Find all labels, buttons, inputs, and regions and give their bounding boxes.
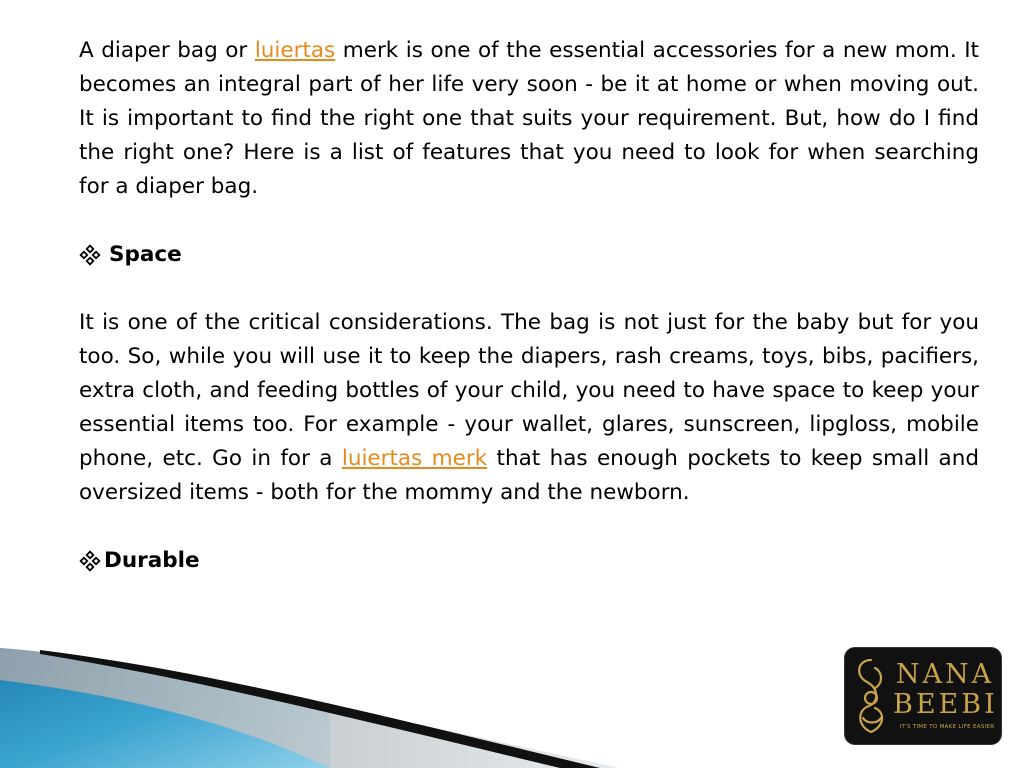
- space-paragraph: [79, 306, 979, 510]
- space-text-start: It is one of the critical considerations. The bag is not just for the baby but for you too. So, while you will use it to keep the diapers, rash creams, toys, bibs, pacifiers, extra cloth, and feeding bottles of your child, you need to have space to keep your essential items too. For example - your wallet, glares, sunscreen, lipgloss, mobile phone, etc. Go in for a: [79, 310, 979, 471]
- intro-paragraph: [79, 34, 979, 204]
- logo-text-line1: NANA: [895, 659, 995, 690]
- document-body: [79, 34, 979, 578]
- section-heading-durable: [79, 544, 979, 578]
- intro-text-start: A diaper bag or: [79, 38, 255, 63]
- nana-beebi-emblem-icon: [849, 654, 893, 738]
- section-heading-space: [79, 238, 979, 272]
- section-heading-label: Durable: [104, 548, 200, 573]
- logo-text-line2: BEEBI: [893, 689, 998, 720]
- section-heading-label: Space: [109, 242, 182, 267]
- nana-beebi-logo: [845, 648, 1001, 744]
- space-text-end: that has enough pockets to keep small and oversized items - both for the mommy and the newborn.: [79, 446, 980, 505]
- luiertas-link[interactable]: luiertas: [254, 38, 336, 63]
- diamond-bullet-icon: [79, 550, 101, 572]
- diamond-bullet-icon: [79, 244, 101, 266]
- intro-text-end: merk is one of the essential accessories for a new mom. It becomes an integral part of her life very soon - be it at home or when moving out. It is important to find the right one that suits your requirement. But, how do I find the right one? Here is a list of features that you need to look for when searching for a diaper bag.: [79, 38, 979, 199]
- decorative-swoosh: [0, 640, 620, 768]
- logo-tagline: IT'S TIME TO MAKE LIFE EASIER: [899, 724, 995, 730]
- luiertas-merk-link[interactable]: luiertas merk: [341, 446, 488, 471]
